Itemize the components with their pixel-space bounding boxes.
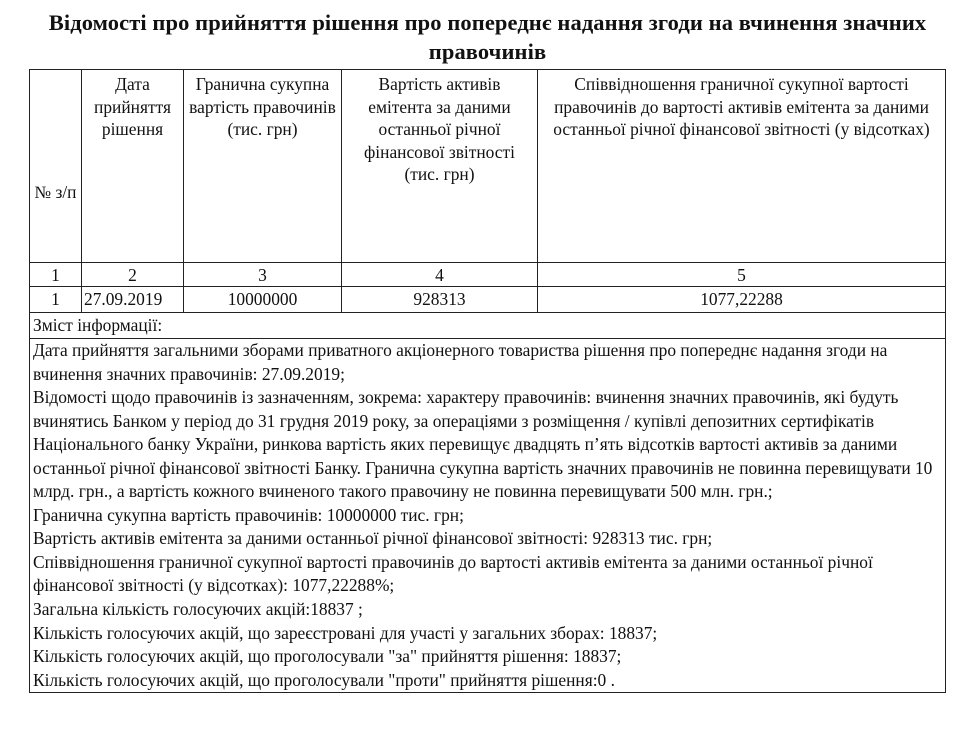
column-number: 4	[342, 263, 538, 287]
table-row	[30, 287, 946, 313]
column-numbers-row	[30, 263, 946, 287]
column-number: 1	[30, 263, 82, 287]
content-paragraph: Гранична сукупна вартість правочинів: 10000000 тис. грн;	[33, 504, 464, 525]
cell-ratio: 1077,22288	[538, 287, 946, 313]
cell-decision-date: 27.09.2019	[82, 287, 184, 313]
content-paragraph: Загальна кількість голосуючих акцій:18837 ;	[33, 599, 363, 620]
table-header-row	[30, 70, 946, 263]
content-paragraph: Кількість голосуючих акцій, що проголосували "проти" прийняття рішення:0 .	[33, 669, 615, 690]
content-body	[30, 339, 946, 693]
header-decision-date: Дата прийняття рішення	[82, 70, 184, 263]
content-paragraph: Відомості щодо правочинів із зазначенням, зокрема: характеру правочинів: вчинення значних правочинів, які будуть вчинятись Банком у період до 31 грудня 2019 року, за операціями з розміщення / купівлі депозитних сертифікатів Національного банку України, ринкова вартість яких перевищує двадцять п’ять відсотків вартості активів за даними останньої річної фінансової звітності Банку. Гранична сукупна вартість значних правочинів не повинна перевищувати 10 млрд. грн., а вартість кожного вчиненого такого правочину не повинна перевищувати 500 млн. грн.;	[33, 387, 933, 502]
content-paragraph: Дата прийняття загальними зборами приватного акціонерного товариства рішення про попереднє надання згоди на вчинення значних правочинів: 27.09.2019;	[33, 340, 888, 384]
cell-row-number: 1	[30, 287, 82, 313]
content-label-row	[30, 313, 946, 339]
content-label: Зміст інформації:	[30, 313, 946, 339]
content-paragraph: Кількість голосуючих акцій, що зареєстровані для участі у загальних зборах: 18837;	[33, 622, 658, 643]
column-number: 5	[538, 263, 946, 287]
cell-limit-value: 10000000	[184, 287, 342, 313]
header-assets-value: Вартість активів емітента за даними останньої річної фінансової звітності (тис. грн)	[342, 70, 538, 263]
content-body-row	[30, 339, 946, 693]
column-number: 2	[82, 263, 184, 287]
decision-table	[29, 69, 946, 693]
page-title: Відомості про прийняття рішення про попереднє надання згоди на вчинення значних правочинів	[48, 10, 927, 64]
cell-assets-value: 928313	[342, 287, 538, 313]
content-paragraph: Кількість голосуючих акцій, що проголосували "за" прийняття рішення: 18837;	[33, 646, 622, 667]
header-limit-value: Гранична сукупна вартість правочинів (тис. грн)	[184, 70, 342, 263]
header-number: № з/п	[30, 70, 82, 263]
column-number: 3	[184, 263, 342, 287]
content-paragraph: Вартість активів емітента за даними останньої річної фінансової звітності: 928313 тис. грн;	[33, 528, 713, 549]
header-ratio: Співвідношення граничної сукупної вартості правочинів до вартості активів емітента за даними останньої річної фінансової звітності (у відсотках)	[538, 70, 946, 263]
content-paragraph: Співвідношення граничної сукупної вартості правочинів до вартості активів емітента за даними останньої річної фінансової звітності (у відсотках): 1077,22288%;	[33, 551, 873, 596]
